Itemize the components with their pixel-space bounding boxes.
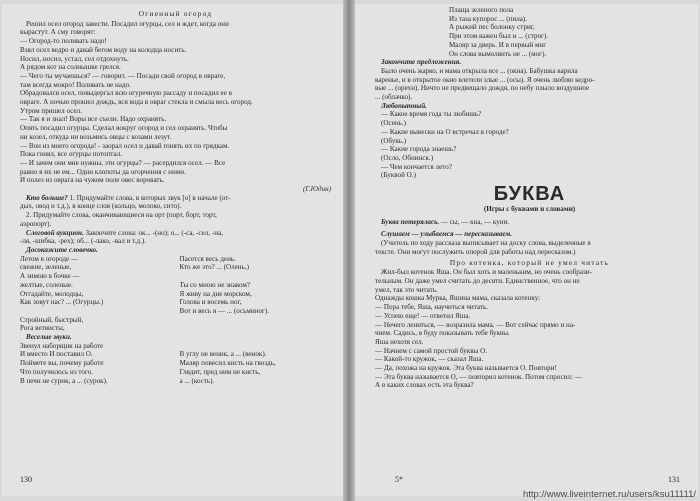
dialogue-line: — Чем кончается лето? [381, 162, 452, 171]
book-gutter [343, 0, 355, 501]
story-2-line: тельным. Он даже умел считать до десяти. Единственное, что он не [375, 276, 580, 285]
story-line: равно я их не ем... Одни клопоты да огорчения с ними. [20, 167, 186, 176]
riddle-line: Ты со мною не знаком? [179, 280, 250, 289]
story-line: — Огород-то поливать надо! [20, 37, 107, 46]
story-line: Обрадовался осел, повыдергал всю огуречную рассаду и посадил ее в [20, 89, 232, 98]
poem-line: Плаща зеленого пола [449, 6, 514, 14]
story-line: вырастут. А сму говорят: [20, 28, 96, 37]
task-1-line: 2. Придумайте слова, оканчивающиеся на орт (порт, борт, торт, [26, 211, 217, 220]
task-5-line: вые ... (орехи). Ничто не предвещало дождя, по небу плыло воздушное [375, 84, 590, 93]
story-2-line: — Эта буква называется О, — повторил котенок. Потом спросил: — [375, 372, 582, 381]
task-5-line: ... (облачко). [375, 93, 413, 102]
task-8-text [375, 239, 684, 256]
story-2-line: Яша нехотя сел. [375, 337, 424, 346]
task-4-heading: Веселые звуки. [26, 333, 72, 342]
poem-right-column [172, 342, 332, 386]
story-line: там всегда мокро! Поливать не надо. [20, 80, 131, 89]
riddles [20, 255, 331, 333]
story-line: Пока гонял, все огурцы потоптал. [20, 150, 123, 159]
task-5-heading: Закончите предложения. [381, 58, 462, 67]
poem-line: При этом важен был и ... (строг). [449, 32, 549, 41]
riddle-line: Стройный, быстрый, [20, 315, 84, 324]
dialogue-line: — Какое время года ты любишь? [381, 110, 482, 119]
poem-line: Маляр повесил кисть на гвоздь, [179, 359, 276, 368]
story-2-line: Однажды кошка Мурка, Яшина мама, сказала котенку: [375, 294, 541, 303]
story-2-line: — Да, похожа на кружок. Эта буква называется О. Повтори! [375, 364, 557, 373]
task-6-heading: Любопытный. [381, 101, 427, 110]
poem-line: Маляр за дверь. И в первый миг [449, 40, 547, 49]
poem-continuation [375, 6, 684, 58]
story-2-line: умел, так это читать. [375, 285, 438, 294]
story-line: И полез из оврага на чужом поле овес воровать. [20, 176, 165, 185]
page-number-left: 130 [20, 475, 32, 484]
poem-line: Из таза купорос ... (пила). [449, 14, 528, 23]
story-line: Решил осел огород завести. Посадил огурцы, сел и ждет, когда они [26, 19, 229, 28]
poem-line: а ... (кость). [179, 376, 215, 385]
story-line: Утром пришел осел. [20, 106, 82, 115]
story-2-line: — Начнем с самой простой буквы О. [375, 346, 487, 355]
poem-line: Звенул наборщик на работе [20, 341, 104, 350]
story-2-text [375, 268, 684, 390]
task-1: Кто больше? 1. Придумайте слова, в которых звук [о] в начале (от- [26, 193, 231, 202]
page-number-right: 131 [668, 475, 680, 484]
task-1-line: дых, овод и т.д.), в конце слов (кольцо, молоко, сито). [20, 202, 182, 211]
riddle-line: Голова и восемь ног, [179, 298, 242, 307]
story-line: овраге. А ночью прошел дождь, вся вода в овраг стекла и смыла весь огород. [20, 98, 253, 107]
task-2: Слоговой аукцион. Закончите слова: ок... -(но); о... (-са, -сел, -на, [26, 228, 223, 237]
story-attribution: (Г.Юдин) [302, 185, 331, 194]
poem-line: Что получилось из того. [20, 367, 94, 376]
story-2-line: А в каких словах есть эта буква? [375, 381, 474, 390]
dialogue-line: (Осень.) [381, 119, 407, 128]
poem-line: В печи не сурик, а ... (сурок). [20, 376, 108, 385]
signature-mark: 5* [395, 475, 403, 484]
riddle-line: Как зовут нас? ... (Огурцы.) [20, 298, 104, 307]
poem-line: Он слова вымолвить не ... (мог). [449, 49, 547, 58]
riddles-right-column [172, 255, 332, 333]
dialogue-line: — Какие города знаешь? [381, 145, 457, 154]
story-title: Огненный огород [138, 9, 213, 18]
chapter-title: БУКВА [493, 183, 566, 206]
story-2-line: — Какой-то кружок, — сказал Яша. [375, 355, 484, 364]
riddles-left-column [20, 255, 172, 333]
dialogue-line: (Осло, Обнинск.) [381, 153, 434, 162]
story-line: Взял осел ведро и давай бегом воду на колодца носить. [20, 45, 187, 54]
poem-line: И вместо И поставил О. [20, 350, 93, 359]
poem-line: Поймете вы, почему работе [20, 359, 104, 368]
dialogue-line: (Обувь.) [381, 136, 407, 145]
poem-line [180, 342, 332, 351]
story-2-title: Про котенка, который не умел читать [449, 257, 610, 267]
riddle-line: Вот и весь я — ... (осьминог). [179, 306, 270, 315]
dialogue-line: (Буквой О.) [381, 171, 416, 180]
task-2-line: -ля, -шибка, -рех); об... (-лако, -вал и т.д.). [20, 237, 147, 246]
task-7: Буква потерялась. — сы, — кна, — куни. [381, 217, 510, 226]
left-page [2, 4, 343, 496]
task-5-line: Было очень жарко, и мама открыла все ... (окна). Бабушка варила [381, 66, 578, 75]
riddle-line: Рога ветвисты, [20, 324, 65, 333]
story-2-line: — Нечего лениться, — возразила мама. — Вот сейчас прямо и на- [375, 320, 576, 329]
poem-line: В углу не веник, а ... (венок). [179, 350, 267, 359]
story-line: — Чего ты мучаешься? — говорит. — Посади свой огород в овраге, [20, 71, 226, 80]
story-line: — Так я и знал! Воры все съели. Надо охранять. [20, 115, 167, 124]
poem-line: Глядит, пред ним не кисть, [179, 367, 261, 376]
story-text [20, 20, 331, 185]
story-line: Опять посадил огурцы. Сделал вокруг огород и сел охранять. Чтобы [20, 124, 228, 133]
riddle-line: Летом в огороде — [20, 254, 79, 263]
riddle-line: Кто же это? ... (Олень.) [179, 263, 249, 272]
riddle-line: свежие, зеленые, [20, 263, 72, 272]
dialogue-line: — Какие вывески на О встречал в городе? [381, 127, 509, 136]
story-line: А рядом кот на солнышке грелся. [20, 63, 121, 72]
task-5-line: варенье, и в открытое окно влетели злые ... (осы). Я очень люблю кедро- [375, 75, 595, 84]
story-2-line: — Пора тебе, Яша, научиться читать. [375, 303, 488, 312]
story-line: — И зачем они мне нужны, эти огурцы? — расердился осел. — Все [20, 158, 226, 167]
right-page-content [375, 6, 684, 390]
riddle-line: желтые, соленые. [20, 280, 73, 289]
poem-left-column [20, 342, 172, 386]
story-line: Носил, носил, устал, сел отдохнуть. [20, 54, 129, 63]
story-2-line: чнем. Садись, я буду показывать тебе буквы. [375, 329, 510, 338]
story-2-line: Жил-был котенок Яша. Он был хоть и маленьким, но очень сообрази- [381, 268, 592, 277]
story-2-line: — Успею еще! — ответил Яша. [375, 311, 471, 320]
riddle-line: Пасется весь день. [179, 254, 236, 263]
task-8-line: тексте. Они могут послужить опорой для работы над пересказом.) [375, 247, 576, 256]
riddle-line [20, 307, 172, 316]
left-page-content [20, 10, 331, 385]
poem [20, 342, 331, 386]
riddle-line: А зимою в бочке — [20, 272, 80, 281]
task-5-text [375, 67, 684, 102]
task-1-line: аэропорт). [20, 219, 52, 228]
task-8-line: (Учитель по ходу рассказа выписывает на доску слова, выделенные в [381, 239, 591, 248]
chapter-subtitle: (Игры с буквами и словами) [483, 205, 576, 214]
task-3-heading: Досокажите словечко. [26, 245, 98, 254]
riddle-line: Отгадайте, молодцы, [20, 289, 84, 298]
poem-line: А рыжий пес болонку стриг, [449, 23, 535, 32]
riddle-line [180, 272, 332, 281]
task-6-dialogue [375, 110, 684, 180]
source-url[interactable]: http://www.liveinternet.ru/users/ksu11111/ [522, 489, 696, 500]
story-line: — Вон из моего огорода! - заорал осел и давай гонять их по грядкам. [20, 141, 230, 150]
right-page [355, 4, 698, 496]
story-line: ни козел, откуда ни возьмись овцы с козами лезут. [20, 132, 172, 141]
riddle-line: Я живу на дне морском, [179, 289, 252, 298]
task-8-heading: Слушаем — улыбаемся — пересказываем. [381, 230, 513, 239]
